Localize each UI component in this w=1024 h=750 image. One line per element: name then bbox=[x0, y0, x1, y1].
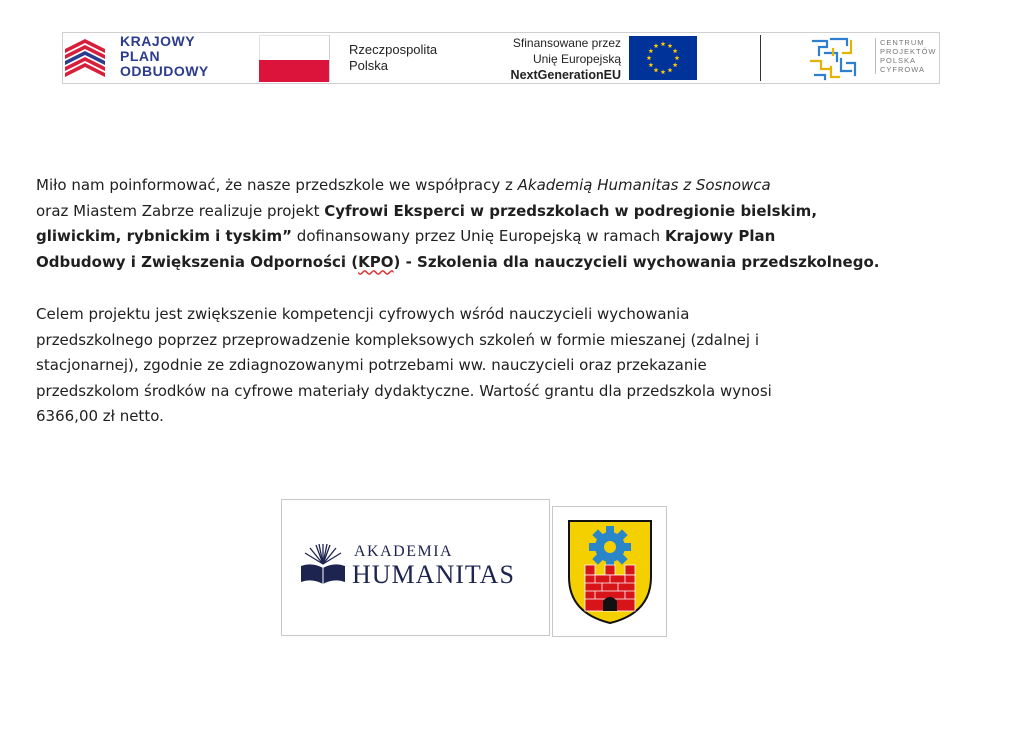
intro-text-2: oraz Miastem Zabrze realizuje projekt bbox=[36, 201, 320, 220]
kpo-logo-text bbox=[120, 34, 209, 79]
intro-text-3: dofinansowany przez Unię Europejską w ramach bbox=[292, 227, 665, 245]
kpo-line-3: ODBUDOWY bbox=[120, 63, 209, 79]
polish-flag-icon bbox=[259, 35, 330, 81]
funding-banner bbox=[62, 32, 940, 84]
zabrze-coat-of-arms bbox=[552, 506, 667, 637]
centrum-projektow-logo-icon bbox=[807, 33, 859, 83]
intro-program-title: ) - Szkolenia dla nauczycieli wychowania przedszkolnego. bbox=[393, 252, 880, 271]
banner-divider bbox=[760, 35, 761, 81]
kpo-line-1: KRAJOWY bbox=[120, 33, 196, 49]
intro-kpo-abbrev: KPO bbox=[358, 252, 394, 271]
humanitas-label: HUMANITAS bbox=[352, 560, 515, 589]
cp-line-1: CENTRUM bbox=[880, 38, 925, 47]
ue-line-3: NextGenerationEU bbox=[510, 68, 621, 82]
project-goal-paragraph: Celem projektu jest zwiększenie kompetencji cyfrowych wśród nauczycieli wychowania przedszkolnego poprzez przeprowadzenie kompleksowych szkoleń w formie mieszanej (zdalnej i stacjonarnej), zgodnie ze zdiagnozowanymi potrzebami ww. nauczycieli oraz przekazanie przedszkolom środków na cyfrowe materiały dydaktyczne. Wartość grantu dla przedszkola wynosi 6366,00 zł netto. bbox=[36, 305, 772, 425]
intro-partner-name: Akademią Humanitas z Sosnowca bbox=[517, 176, 771, 194]
intro-text-1: Miło nam poinformować, że nasze przedszkole we współpracy z bbox=[36, 176, 518, 194]
rp-line-2: Polska bbox=[349, 58, 389, 73]
cp-line-3: POLSKA bbox=[880, 56, 917, 65]
intro-program-name: Krajowy Plan Odbudowy i Zwiększenia Odporności ( bbox=[36, 227, 776, 271]
cp-line-4: CYFROWA bbox=[880, 65, 926, 74]
akademia-label: AKADEMIA bbox=[354, 543, 454, 560]
open-book-icon bbox=[300, 542, 346, 586]
eu-flag-icon bbox=[629, 36, 697, 80]
centrum-projektow-text bbox=[875, 38, 937, 74]
ue-line-2: Unię Europejską bbox=[532, 52, 621, 66]
kpo-logo-icon bbox=[65, 35, 105, 81]
eu-funding-text bbox=[453, 35, 621, 83]
kpo-line-2: PLAN bbox=[120, 48, 161, 64]
cp-line-2: PROJEKTÓW bbox=[880, 47, 937, 56]
rp-line-1: Rzeczpospolita bbox=[349, 42, 438, 57]
intro-project-name: Cyfrowi Eksperci w przedszkolach w podregionie bielskim, gliwickim, rybnickim i tyskim” bbox=[36, 201, 818, 245]
project-intro-paragraph bbox=[36, 173, 936, 275]
rzeczpospolita-text bbox=[349, 42, 437, 74]
akademia-humanitas-logo bbox=[281, 499, 550, 636]
coat-of-arms-icon bbox=[565, 517, 655, 625]
ue-line-1: Sfinansowane przez bbox=[512, 36, 621, 50]
